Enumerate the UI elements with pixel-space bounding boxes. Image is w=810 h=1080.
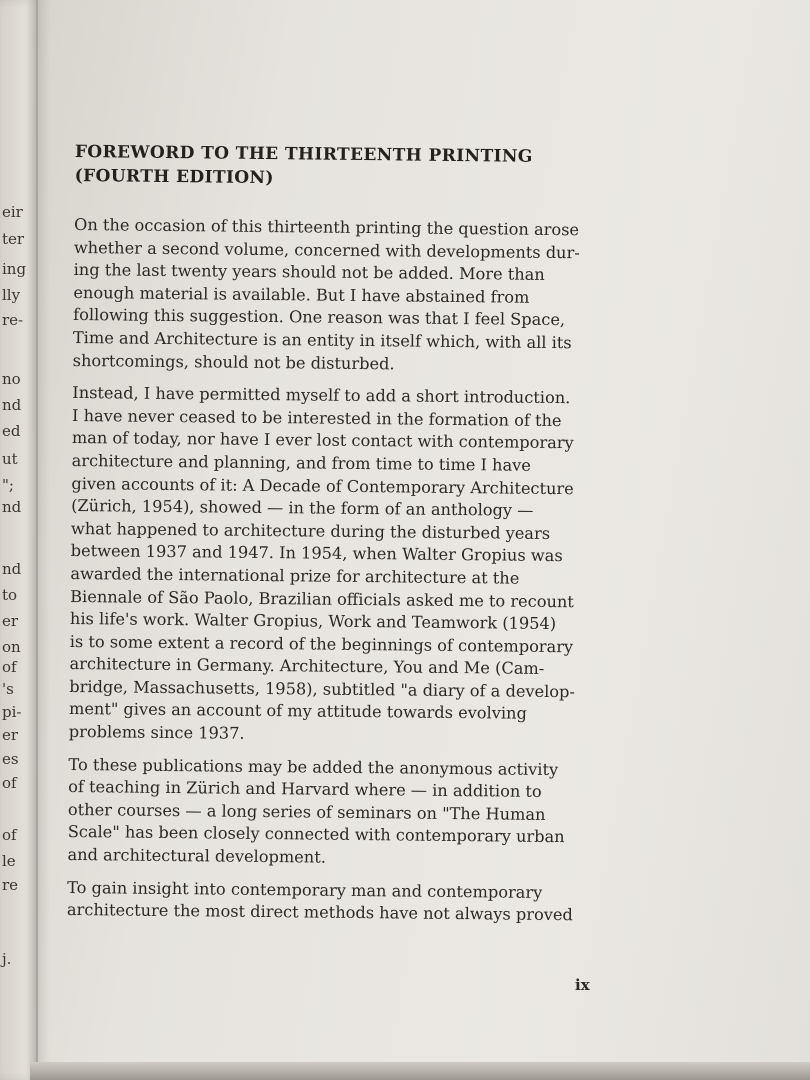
body-text (67, 214, 604, 927)
text-line: man of today, nor have I ever lost contact with contemporary (71, 428, 574, 453)
text-line: his life's work. Walter Gropius, Work and Teamwork (1954) (69, 609, 557, 634)
facing-page-fragment: lly (2, 286, 21, 304)
text-line: On the occasion of this thirteenth printing the question arose (74, 214, 580, 240)
facing-page-fragment: nd (2, 396, 22, 414)
text-line: awarded the international prize for architecture at the (70, 563, 520, 588)
text-line: (Zürich, 1954), showed — in the form of an anthology — (71, 496, 534, 520)
text-line: Instead, I have permitted myself to add a short introduction. (72, 383, 571, 408)
facing-page-fragment: re (2, 876, 19, 894)
facing-page-edge (0, 0, 38, 1080)
facing-page-fragment: on (2, 638, 21, 656)
text-line: other courses — a long series of seminars on "The Human (67, 799, 546, 824)
facing-page-fragment: eir (2, 203, 23, 221)
facing-page-fragment: no (2, 370, 21, 388)
text-line: Time and Architecture is an entity in itself which, with all its (72, 327, 572, 353)
facing-page-fragment: er (2, 612, 19, 630)
foreword-heading (74, 140, 604, 194)
text-line: ment" gives an account of my attitude towards evolving (68, 699, 527, 724)
facing-page-fragment: er (2, 726, 19, 744)
text-line: bridge, Massachusetts, 1958), subtitled "a diary of a develop- (69, 676, 576, 702)
facing-page-fragment: nd (2, 560, 22, 578)
text-line: ing the last twenty years should not be added. More than (73, 260, 545, 285)
text-line: given accounts of it: A Decade of Contemporary Architecture (71, 473, 574, 498)
text-line: architecture and planning, and from time to time I have (71, 450, 532, 475)
text-line: To these publications may be added the anonymous activity (68, 754, 559, 779)
text-line: I have never ceased to be interested in the formation of the (72, 405, 562, 430)
facing-page-fragment: ter (2, 230, 25, 248)
facing-page-fragment: "; (2, 476, 14, 494)
text-line: Biennale of São Paolo, Brazilian officials asked me to recount (70, 586, 574, 611)
facing-page-fragment: ed (2, 422, 21, 440)
facing-page-fragment: ing (2, 260, 27, 278)
facing-page-fragment: of (2, 826, 17, 844)
text-line: between 1937 and 1947. In 1954, when Walter Gropius was (70, 541, 563, 566)
paragraph (67, 754, 598, 873)
paragraph (69, 382, 603, 749)
heading-line-2: (FOURTH EDITION) (74, 165, 274, 189)
facing-page-fragment: es (2, 750, 19, 768)
text-line: and architectural development. (67, 844, 327, 867)
text-line: of teaching in Zürich and Harvard where — in addition to (68, 777, 542, 802)
text-line: whether a second volume, concerned with developments dur- (73, 237, 580, 262)
text-line: is to some extent a record of the beginnings of contemporary (69, 631, 574, 656)
book-gutter (36, 0, 50, 1080)
text-line: what happened to architecture during the disturbed years (70, 518, 551, 543)
facing-page-fragment: of (2, 658, 17, 676)
facing-page-fragment: nd (2, 498, 22, 516)
facing-page-fragment: 's (2, 680, 14, 698)
text-line: Scale" has been closely connected with contemporary urban (67, 822, 565, 847)
text-line: architecture the most direct methods have not always proved (66, 900, 573, 925)
text-line: enough material is available. But I have abstained from (73, 282, 530, 307)
facing-page-fragment: pi- (2, 703, 22, 721)
facing-page-fragment: j. (2, 950, 12, 968)
paragraph (67, 877, 597, 928)
facing-page-fragment: le (2, 852, 16, 870)
page-content (67, 140, 605, 937)
text-line: architecture in Germany. Architecture, You and Me (Cam- (69, 654, 545, 679)
paragraph (73, 214, 605, 378)
facing-page-fragment: ut (2, 450, 18, 468)
facing-page-fragment: to (2, 586, 18, 604)
page-number: ix (575, 976, 590, 994)
facing-page-fragment: of (2, 774, 17, 792)
page-bottom-edge (30, 1062, 810, 1080)
text-line: shortcomings, should not be disturbed. (72, 350, 395, 373)
facing-page-fragment: re- (2, 311, 24, 329)
heading-line-1: FOREWORD TO THE THIRTEENTH PRINTING (74, 141, 533, 167)
text-line: problems since 1937. (68, 722, 245, 743)
text-line: To gain insight into contemporary man and contemporary (67, 877, 543, 902)
text-line: following this suggestion. One reason was that I feel Space, (73, 305, 566, 330)
